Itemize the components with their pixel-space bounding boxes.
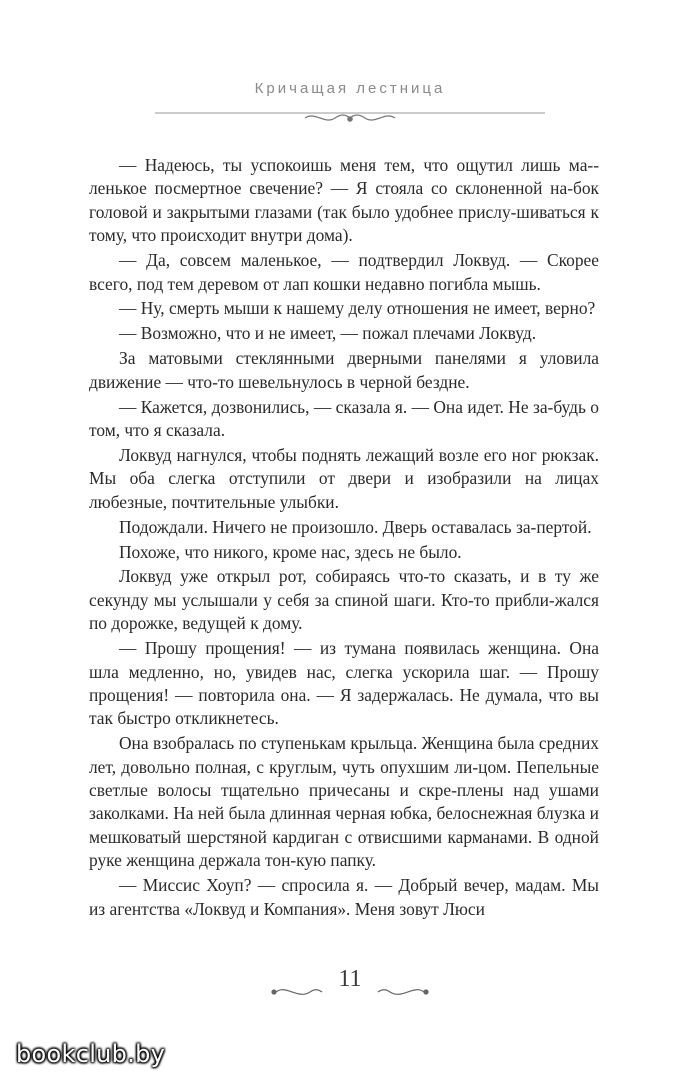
page-number: 11	[338, 966, 362, 992]
header-ornament-rule	[155, 103, 545, 129]
paragraph: Она взобралась по ступенькам крыльца. Женщина была средних лет, довольно полная, с круглым, чуть опухшим ли-цом. Пепельные светлые волосы тщательно причесаны и скре-плены над ушами заколками. На ней была длинная черная юбка, белоснежная блузка и мешковатый шерстяной кардиган с отвисшими карманами. В одной руке женщина держала тон-кую папку.	[89, 733, 599, 871]
paragraph: — Ну, смерть мыши к нашему делу отношения не имеет, верно?	[119, 298, 596, 319]
paragraph: — Да, совсем маленькое, — подтвердил Локвуд. — Скорее всего, под тем деревом от лап кошки недавно погибла мышь.	[89, 250, 599, 294]
paragraph: Локвуд нагнулся, чтобы поднять лежащий возле его ног рюкзак. Мы оба слегка отступили от двери и изобразили на лицах любезные, почтительные улыбки.	[89, 444, 599, 512]
paragraph: Похоже, что никого, кроме нас, здесь не было.	[119, 541, 462, 562]
paragraph: За матовыми стеклянными дверными панелями я уловила движение — что-то шевельнулось в черной бездне.	[89, 348, 599, 392]
body-text	[89, 154, 599, 923]
watermark: bookclub.by	[16, 1040, 166, 1068]
paragraph: — Возможно, что и не имеет, — пожал плечами Локвуд.	[119, 323, 537, 344]
paragraph: — Надеюсь, ты успокоишь меня тем, что ощутил лишь ма-ленькое посмертное свечение? — Я стояла со склоненной на-бок головой и закрытыми глазами (так было удобнее прислу-шиваться к тому, что происходит внутри дома).	[89, 155, 599, 246]
running-head: Кричащая лестница	[254, 80, 446, 97]
paragraph: Подождали. Ничего не произошло. Дверь оставалась за-пертой.	[119, 516, 592, 537]
paragraph: — Кажется, дозвонились, — сказала я. — Она идет. Не за-будь о том, что я сказала.	[89, 396, 599, 440]
paragraph: — Прошу прощения! — из тумана появилась женщина. Она шла медленно, но, увидев нас, слегка ускорила шаг. — Прошу прощения! — повторила она. — Я задержалась. Не думала, что вы так быстро откликнетесь.	[89, 638, 599, 729]
paragraph: Локвуд уже открыл рот, собираясь что-то сказать, и в ту же секунду мы услышали у себя за спиной шаги. Кто-то прибли-жался по дорожке, ведущей к дому.	[89, 566, 599, 634]
paragraph: — Миссис Хоуп? — спросила я. — Добрый вечер, мадам. Мы из агентства «Локвуд и Компания». Меня зовут Люси	[89, 875, 599, 919]
